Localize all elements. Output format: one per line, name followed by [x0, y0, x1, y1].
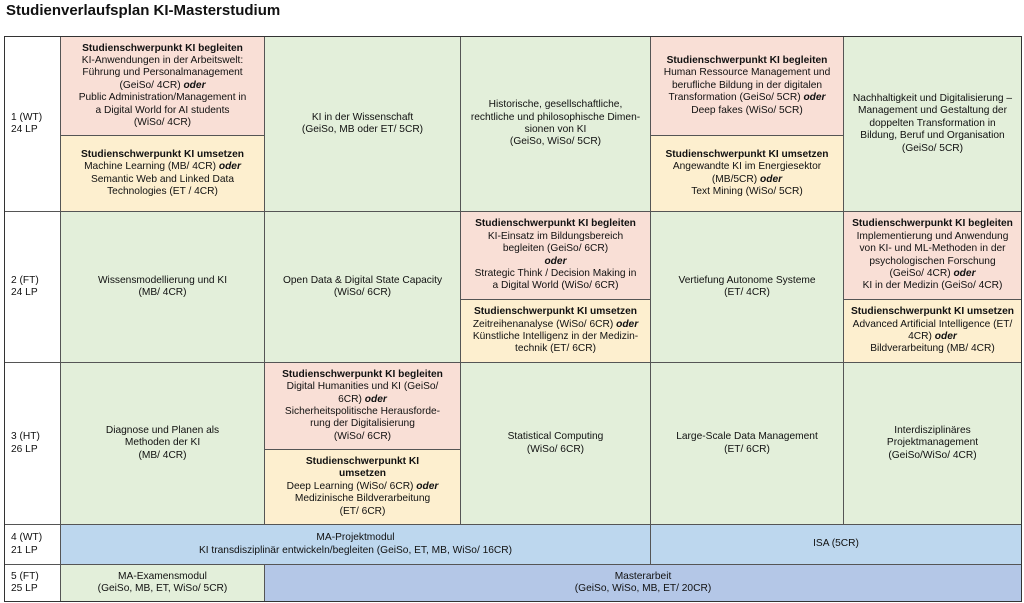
module-cell — [265, 363, 461, 450]
module-text: Künstliche Intelligenz in der Medizin- — [472, 331, 639, 342]
row-label-1 — [5, 37, 61, 212]
or-label: oder — [416, 480, 439, 492]
module-heading: Studienschwerpunkt KI begleiten — [82, 42, 243, 54]
module-cell — [651, 37, 844, 136]
module-text: Implementierung und Anwendung — [856, 230, 1009, 242]
module-text: (GeiSo/ 5CR) — [901, 142, 964, 154]
module-text: (MB/ 4CR) — [138, 449, 187, 461]
module-text: Large-Scale Data Management — [676, 431, 818, 443]
module-text: (WiSo/ 6CR) — [526, 443, 585, 455]
module-text: (ET/ 4CR) — [724, 287, 770, 298]
module-text: Medizinische Bildverarbeitung — [294, 493, 431, 505]
credits-label: 25 LP — [11, 583, 38, 594]
module-text: Angewandte KI im Energiesektor — [672, 161, 822, 173]
module-text: a Digital World for AI students — [95, 104, 230, 116]
module-cell — [61, 212, 265, 363]
module-cell — [461, 300, 651, 363]
module-text: (GeiSo, MB, ET, WiSo/ 5CR) — [97, 583, 228, 594]
module-text: sionen von KI — [524, 124, 587, 135]
or-label: oder — [934, 331, 957, 342]
module-text: Sicherheitspolitische Herausforde- — [284, 406, 441, 417]
module-text: (WiSo/ 4CR) — [133, 117, 192, 129]
module-text: a Digital World (WiSo/ 6CR) — [492, 280, 619, 292]
module-text: ISA (5CR) — [813, 538, 859, 550]
module-text: (GeiSo/ 4CR) — [889, 267, 951, 279]
module-cell — [265, 565, 1021, 601]
module-text: (ET/ 6CR) — [724, 443, 770, 455]
module-cell — [61, 525, 651, 565]
module-cell — [61, 565, 265, 601]
module-cell — [651, 525, 1021, 565]
or-label: oder — [218, 161, 241, 173]
module-cell — [651, 212, 844, 363]
module-text: Interdisziplinäres — [894, 424, 971, 436]
module-text: Führung und Personalmanagement — [82, 67, 243, 79]
or-label: oder — [760, 173, 783, 185]
module-text: Historische, gesellschaftliche, — [488, 99, 623, 111]
module-heading: umsetzen — [339, 468, 386, 480]
module-text: rung der Digitalisierung — [310, 418, 415, 430]
page-title: Studienverlaufsplan KI-Masterstudium — [6, 2, 281, 19]
module-text: berufliche Bildung in der digitalen — [671, 79, 823, 91]
module-text: Bildung, Beruf und Organisation — [860, 130, 1005, 142]
module-text: Open Data & Digital State Capacity — [282, 274, 443, 286]
or-label: oder — [616, 318, 639, 330]
module-text: (GeiSo, MB oder ET/ 5CR) — [301, 124, 424, 135]
module-text: (GeiSo/WiSo/ 4CR) — [888, 449, 977, 461]
module-text: (ET/ 6CR) — [339, 505, 386, 517]
module-text: (GeiSo, WiSo/ 5CR) — [509, 136, 602, 148]
module-text: Statistical Computing — [507, 431, 604, 443]
module-text: Advanced Artificial Intelligence (ET/ — [852, 318, 1013, 330]
module-cell — [61, 363, 265, 525]
module-cell — [461, 363, 651, 525]
module-heading: Studienschwerpunkt KI umsetzen — [665, 148, 829, 160]
semester-label: 4 (WT) — [11, 532, 43, 544]
module-text: (WiSo/ 6CR) — [333, 430, 392, 442]
module-cell — [265, 212, 461, 363]
module-text: Strategic Think / Decision Making in — [474, 267, 637, 279]
credits-label: 21 LP — [11, 544, 38, 556]
semester-label: 2 (FT) — [11, 274, 39, 286]
module-cell — [61, 37, 265, 136]
module-text: KI-Einsatz im Bildungsbereich — [487, 230, 624, 242]
module-cell — [844, 37, 1021, 212]
module-text: MA-Examensmodul — [118, 570, 207, 582]
module-text: Public Administration/Management in — [78, 92, 247, 104]
semester-label: 3 (HT) — [11, 431, 40, 443]
module-text: KI in der Medizin (GeiSo/ 4CR) — [862, 280, 1003, 292]
module-text: Digital Humanities und KI (GeiSo/ — [286, 381, 439, 393]
module-heading: Studienschwerpunkt KI begleiten — [852, 218, 1013, 230]
module-text: doppelten Transformation in — [869, 117, 996, 129]
module-text: (WiSo/ 6CR) — [333, 287, 392, 298]
module-cell — [651, 363, 844, 525]
module-text: rechtliche und philosophische Dimen- — [470, 111, 641, 123]
module-cell — [844, 300, 1021, 363]
module-cell — [844, 363, 1021, 525]
module-heading: Studienschwerpunkt KI umsetzen — [850, 306, 1015, 318]
module-text: KI transdisziplinär entwickeln/begleiten (GeiSo, ET, MB, WiSo/ 16CR) — [198, 544, 513, 556]
module-text: Semantic Web and Linked Data — [90, 173, 235, 185]
module-text: (GeiSo, WiSo, MB, ET/ 20CR) — [574, 583, 712, 594]
module-text: Deep Learning (WiSo/ 6CR) — [286, 480, 414, 492]
module-text: 4CR) — [908, 331, 932, 342]
module-heading: Studienschwerpunkt KI umsetzen — [473, 306, 638, 318]
module-cell — [651, 136, 844, 212]
module-text: Wissensmodellierung und KI — [97, 274, 228, 286]
module-text: (MB/ 4CR) — [138, 287, 187, 298]
module-text: Zeitreihenanalyse (WiSo/ 6CR) — [472, 318, 614, 330]
module-text: Human Ressource Management und — [663, 67, 831, 79]
module-text: Masterarbeit — [614, 570, 672, 582]
module-text: von KI- und ML-Methoden in der — [859, 243, 1006, 255]
module-text: Diagnose und Planen als — [105, 424, 220, 436]
study-plan-table — [4, 36, 1022, 602]
module-text: Vertiefung Autonome Systeme — [678, 274, 816, 286]
row-label-3 — [5, 363, 61, 525]
module-text: Projektmanagement — [886, 437, 979, 449]
module-text: (MB/5CR) — [711, 173, 758, 185]
module-text: begleiten (GeiSo/ 6CR) — [502, 243, 609, 255]
module-text: Deep fakes (WiSo/ 5CR) — [691, 104, 803, 116]
or-label: oder — [953, 267, 976, 279]
or-label: oder — [364, 393, 387, 405]
module-text: Transformation (GeiSo/ 5CR) — [668, 92, 801, 104]
module-text: Nachhaltigkeit und Digitalisierung – — [852, 92, 1013, 104]
module-cell — [265, 37, 461, 212]
module-cell — [461, 212, 651, 300]
or-label: oder — [544, 255, 567, 267]
module-text: Machine Learning (MB/ 4CR) — [84, 161, 216, 173]
module-heading: Studienschwerpunkt KI — [305, 455, 420, 467]
module-cell — [265, 450, 461, 525]
module-text: psychologischen Forschung — [869, 255, 996, 267]
module-cell — [844, 212, 1021, 300]
module-text: (GeiSo/ 4CR) — [119, 79, 181, 91]
module-text: Technologies (ET / 4CR) — [107, 185, 218, 197]
module-heading: Studienschwerpunkt KI begleiten — [282, 368, 443, 380]
module-cell — [61, 136, 265, 212]
or-label: oder — [183, 79, 206, 91]
semester-label: 1 (WT) — [11, 111, 43, 123]
module-text: MA-Projektmodul — [316, 532, 395, 544]
module-text: KI in der Wissenschaft — [311, 111, 414, 123]
module-text: Methoden der KI — [124, 437, 201, 449]
module-text: Bildverarbeitung (MB/ 4CR) — [870, 343, 995, 355]
module-text: technik (ET/ 6CR) — [515, 343, 596, 355]
row-label-4 — [5, 525, 61, 565]
module-heading: Studienschwerpunkt KI umsetzen — [80, 148, 245, 160]
credits-label: 24 LP — [11, 124, 38, 135]
module-text: 6CR) — [338, 393, 362, 405]
row-label-2 — [5, 212, 61, 363]
module-cell — [461, 37, 651, 212]
module-text: KI-Anwendungen in der Arbeitswelt: — [81, 54, 244, 66]
credits-label: 26 LP — [11, 443, 38, 455]
module-heading: Studienschwerpunkt KI begleiten — [666, 54, 828, 66]
module-heading: Studienschwerpunkt KI begleiten — [475, 218, 636, 230]
module-text: Management und Gestaltung der — [858, 105, 1007, 117]
module-text: Text Mining (WiSo/ 5CR) — [691, 185, 803, 197]
row-label-5 — [5, 565, 61, 601]
credits-label: 24 LP — [11, 287, 38, 298]
or-label: oder — [803, 92, 826, 104]
semester-label: 5 (FT) — [11, 570, 39, 582]
